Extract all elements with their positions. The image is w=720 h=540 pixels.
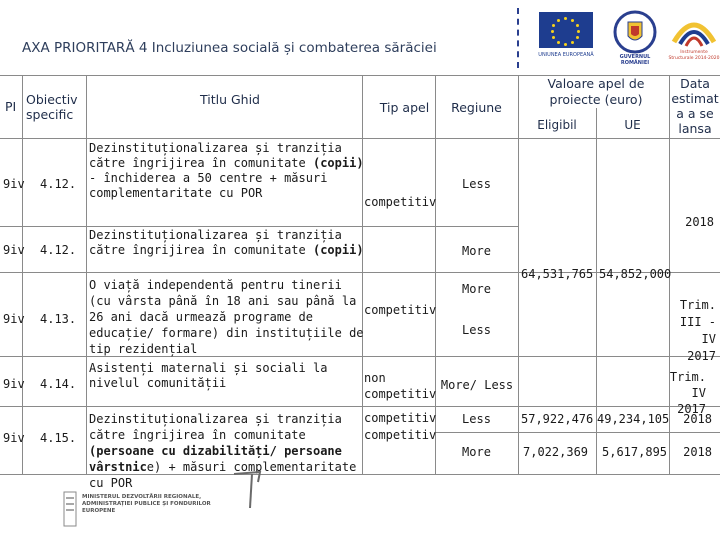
page-title: AXA PRIORITARĂ 4 Incluziunea socială și combaterea sărăciei xyxy=(22,40,437,56)
row1-obiectiv: 4.12. xyxy=(40,177,77,191)
row5-pi: 9iv xyxy=(3,431,25,445)
eu-flag-icon xyxy=(539,12,593,48)
row2-pi: 9iv xyxy=(3,243,25,257)
col-header-ue: UE xyxy=(624,118,641,132)
row3-regiune-less: Less xyxy=(462,323,491,337)
row5-titlu-a: Dezinstituționalizarea și tranziția către îngrijirea în comunitate xyxy=(89,412,342,442)
row1-titlu xyxy=(89,141,365,201)
row-divider xyxy=(0,226,518,227)
row5-titlu xyxy=(89,411,365,491)
eu-caption: UNIUNEA EUROPEANĂ xyxy=(538,52,594,58)
row2-obiectiv: 4.12. xyxy=(40,243,77,257)
structural-instruments-logo xyxy=(668,12,720,64)
gov-caption: GUVERNUL ROMÂNIEI xyxy=(619,54,651,66)
row5b-ue: 5,617,895 xyxy=(602,445,668,459)
row5-titlu-b: (persoane cu dizabilități/ persoane vârstnic xyxy=(89,444,342,474)
row3-obiectiv: 4.13. xyxy=(40,312,77,326)
col-divider xyxy=(86,75,87,474)
structural-instruments-icon xyxy=(668,12,720,50)
row3-data: Trim. III -IV 2017 xyxy=(679,298,716,363)
eu-logo xyxy=(533,12,599,60)
row5-tip-b: competitiv xyxy=(364,428,437,442)
col-divider xyxy=(518,75,519,474)
row5a-ue: 49,234,105 xyxy=(597,412,670,426)
rows12-tip: competitiv xyxy=(364,195,437,209)
col-divider xyxy=(22,75,23,474)
ministry-emblem-icon xyxy=(62,490,78,528)
col-header-tip: Tip apel xyxy=(379,100,430,115)
row4-pi: 9iv xyxy=(3,377,25,391)
row1-titlu-a: Dezinstituționalizarea și tranziția către îngrijirea în comunitate xyxy=(89,141,342,170)
row4-obiectiv: 4.14. xyxy=(40,377,77,391)
row5b-eligibil: 7,022,369 xyxy=(523,445,589,459)
row5b-data: 2018 xyxy=(683,445,712,459)
merged-ue: 54,852,000 xyxy=(599,267,672,281)
row2-titlu xyxy=(89,228,365,258)
row2-titlu-b: (copii) xyxy=(312,243,364,257)
merged-eligibil: 64,531,765 xyxy=(521,267,594,281)
decorative-pen-stroke xyxy=(230,470,270,510)
ministry-name: MINISTERUL DEZVOLTĂRII REGIONALE, ADMINISTRAȚIEI PUBLICE ȘI FONDURILOR EUROPENE xyxy=(82,494,211,514)
row5a-data: 2018 xyxy=(683,412,712,426)
row-divider xyxy=(0,406,720,407)
col-header-titlu: Titlu Ghid xyxy=(199,92,260,107)
col-header-pi: PI xyxy=(5,99,17,114)
row3-tip: competitiv xyxy=(364,303,437,317)
row2-titlu-a: Dezinstituționalizarea și tranziția către îngrijirea în comunitate xyxy=(89,228,342,257)
ip-caption: Instrumente Structurale 2014-2020 xyxy=(668,50,720,61)
row3-regiune-more: More xyxy=(462,282,491,296)
row5a-regiune: Less xyxy=(462,412,491,426)
row1-pi: 9iv xyxy=(3,177,25,191)
row4-data: Trim. IV 2017 xyxy=(669,370,706,416)
col-header-eligibil: Eligibil xyxy=(537,118,577,132)
col-header-data: Data estimat a a se lansa xyxy=(671,76,719,136)
row4-titlu: Asistenți maternali și sociali la nivelul comunității xyxy=(89,361,328,390)
decorative-divider xyxy=(517,8,519,68)
row5-obiectiv: 4.15. xyxy=(40,431,77,445)
row1-regiune: Less xyxy=(462,177,491,191)
col-header-obiectiv: Obiectiv specific xyxy=(26,92,78,122)
col-header-valoare: Valoare apel de proiecte (euro) xyxy=(547,76,645,107)
row1-titlu-b: (copii) xyxy=(312,156,364,170)
row4-tip: non competitiv xyxy=(364,371,437,401)
row3-pi: 9iv xyxy=(3,312,25,326)
col-header-regiune: Regiune xyxy=(451,100,502,115)
row5-tip-a: competitiv xyxy=(364,411,437,425)
government-logo xyxy=(607,10,663,64)
rows12-data: 2018 xyxy=(685,215,714,229)
row2-regiune: More xyxy=(462,244,491,258)
row5a-eligibil: 57,922,476 xyxy=(521,412,594,426)
row1-titlu-c: - închiderea a 50 centre + măsuri complementaritate cu POR xyxy=(89,171,328,200)
row5-titlu-c: e) + măsuri complementaritate cu POR xyxy=(89,460,357,490)
row-divider xyxy=(435,432,720,433)
row5b-regiune: More xyxy=(462,445,491,459)
row3-titlu: O viață independentă pentru tinerii (cu vârsta până în 18 ani sau până la 26 ani dacă urmează programe de educație/ formare) din instituțiile de tip rezidențial xyxy=(89,278,364,356)
table-header-divider xyxy=(0,138,720,139)
row4-regiune: More/ Less xyxy=(440,378,514,392)
coat-of-arms-icon xyxy=(607,10,663,54)
